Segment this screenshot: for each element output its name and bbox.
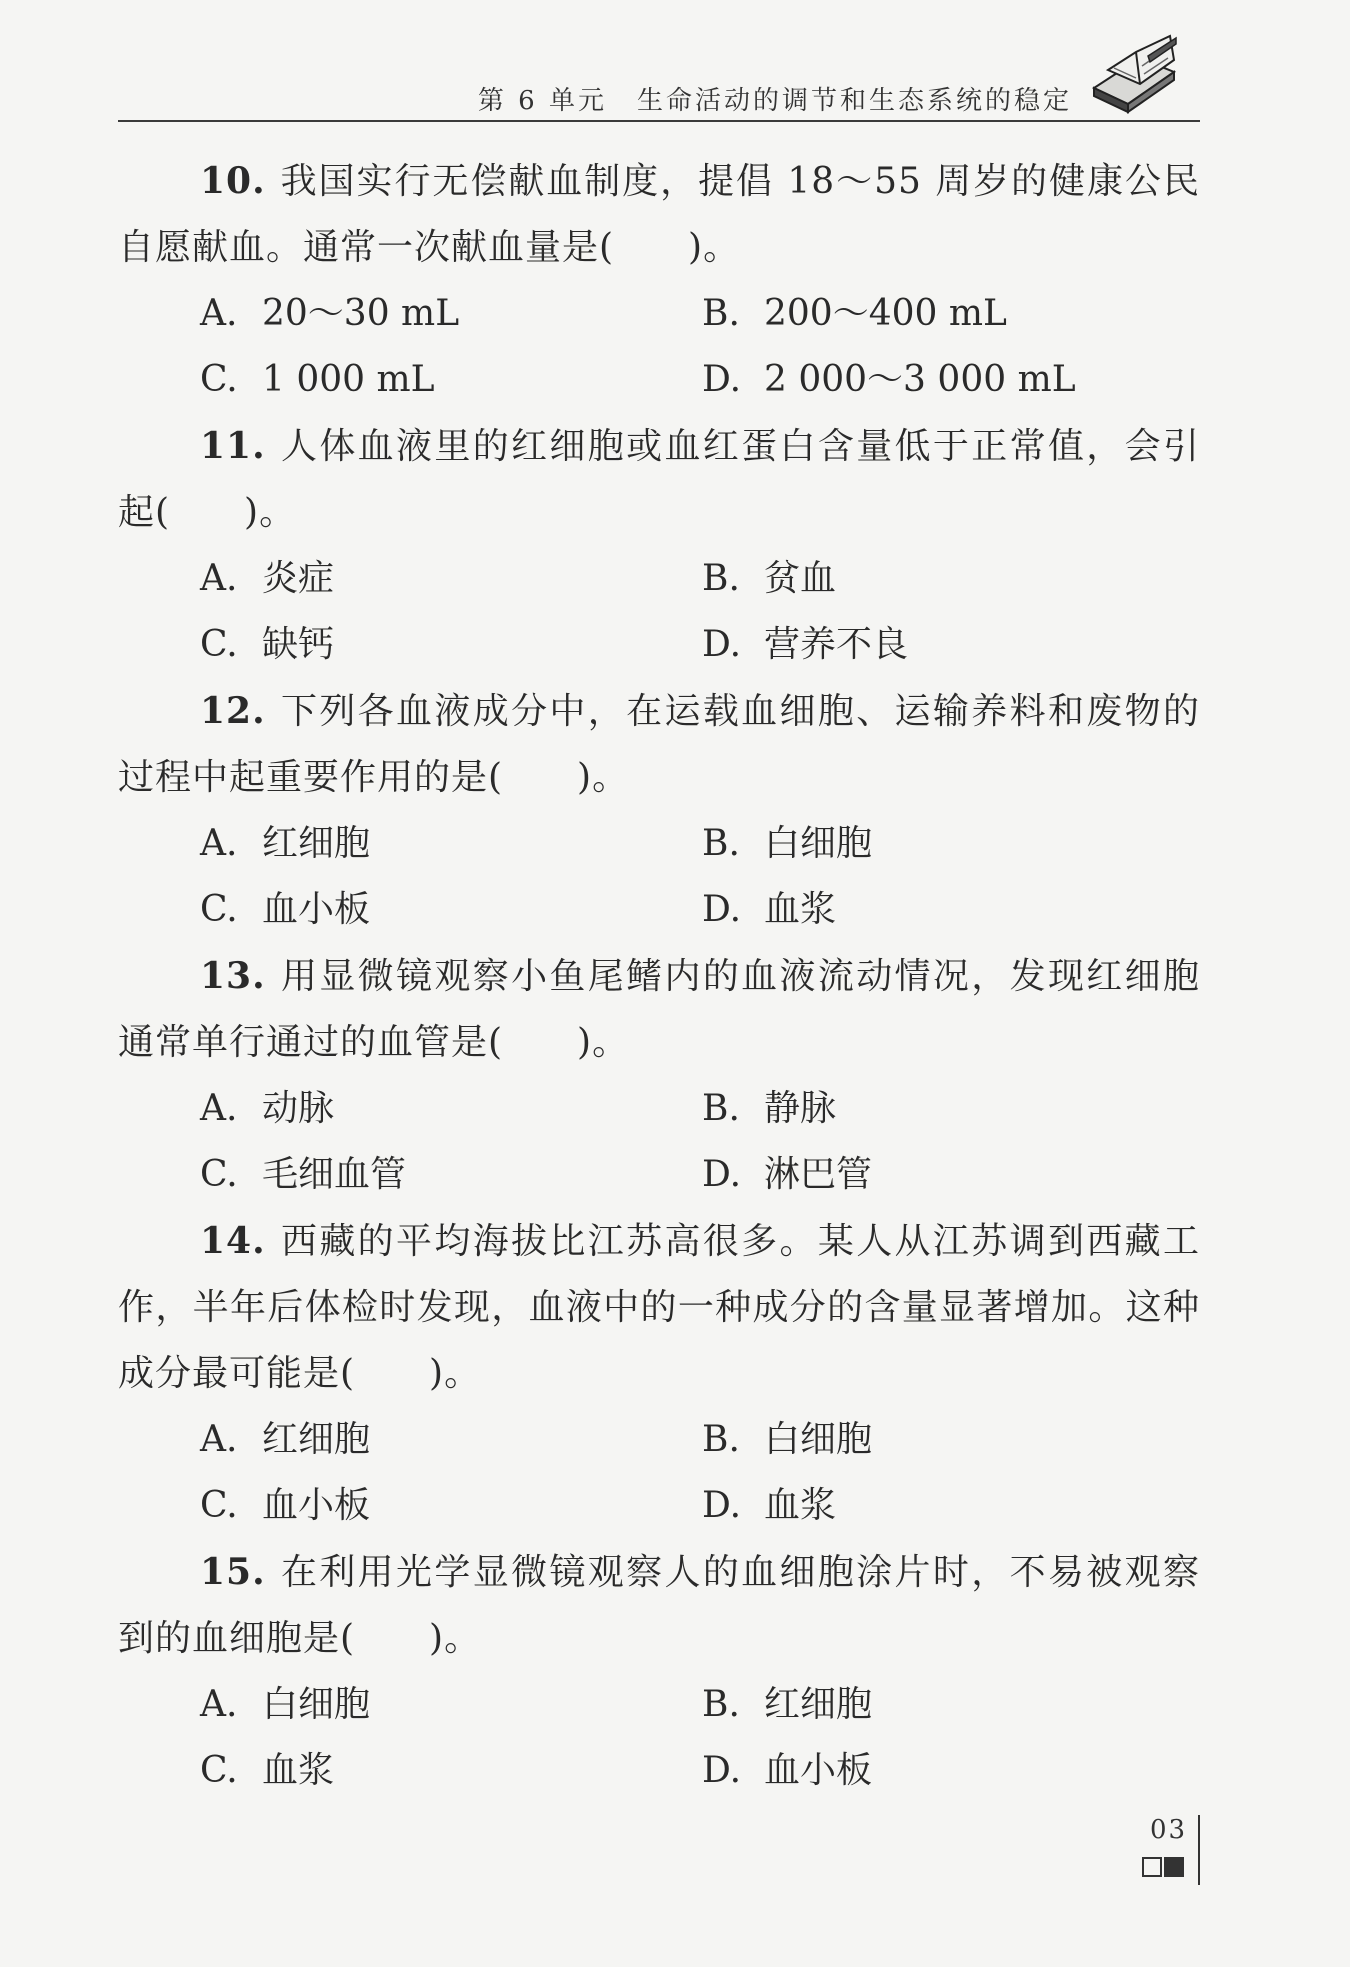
option-letter: C.	[200, 889, 238, 930]
question-text: 在利用光学显微镜观察人的血细胞涂片时，不易被观察到的血细胞是( )。	[118, 1552, 1200, 1659]
option-b	[702, 1672, 1202, 1738]
option-text: 20～30 mL	[262, 293, 460, 334]
question-10	[118, 148, 1200, 413]
option-text: 血浆	[764, 1485, 837, 1526]
option-letter: A.	[200, 823, 238, 864]
option-text: 2 000～3 000 mL	[764, 359, 1076, 400]
option-d	[702, 877, 1202, 943]
footer-divider	[1198, 1815, 1200, 1885]
option-b	[702, 1076, 1202, 1142]
option-grid	[118, 1076, 1200, 1208]
option-d	[702, 1738, 1202, 1804]
option-text: 贫血	[764, 558, 837, 599]
option-letter: B.	[702, 1419, 740, 1460]
option-letter: C.	[200, 1485, 238, 1526]
question-stem	[118, 943, 1200, 1076]
filled-square-icon	[1164, 1857, 1184, 1877]
book-icon	[1088, 30, 1178, 114]
option-text: 白细胞	[764, 823, 873, 864]
question-text: 人体血液里的红细胞或血红蛋白含量低于正常值，会引起( )。	[118, 426, 1200, 533]
option-letter: A.	[200, 1684, 238, 1725]
header-text	[478, 80, 1072, 117]
option-text: 红细胞	[764, 1684, 873, 1725]
option-letter: A.	[200, 558, 238, 599]
question-stem	[118, 678, 1200, 811]
option-b	[702, 281, 1202, 347]
option-text: 血小板	[262, 1485, 371, 1526]
option-letter: B.	[702, 1088, 740, 1129]
page-number: 03	[1150, 1815, 1188, 1845]
option-letter: C.	[200, 1154, 238, 1195]
option-b	[702, 1407, 1202, 1473]
page-marker-icon	[1142, 1857, 1184, 1877]
option-text: 营养不良	[764, 624, 909, 665]
option-text: 血小板	[262, 889, 371, 930]
option-grid	[118, 1672, 1200, 1804]
option-b	[702, 811, 1202, 877]
option-letter: D.	[702, 889, 742, 930]
option-text: 毛细血管	[262, 1154, 407, 1195]
question-number: 11.	[200, 425, 266, 467]
option-letter: B.	[702, 1684, 740, 1725]
option-letter: B.	[702, 293, 740, 334]
option-text: 红细胞	[262, 823, 371, 864]
option-letter: B.	[702, 823, 740, 864]
question-list	[118, 148, 1200, 1804]
question-15	[118, 1539, 1200, 1804]
option-a	[200, 1672, 702, 1738]
option-letter: D.	[702, 624, 742, 665]
option-b	[702, 546, 1202, 612]
empty-square-icon	[1142, 1857, 1162, 1877]
option-text: 1 000 mL	[262, 359, 435, 400]
option-letter: B.	[702, 558, 740, 599]
question-12	[118, 678, 1200, 943]
option-c	[200, 612, 702, 678]
question-number: 10.	[200, 160, 266, 202]
question-stem	[118, 413, 1200, 546]
question-number: 12.	[200, 690, 266, 732]
question-13	[118, 943, 1200, 1208]
question-number: 13.	[200, 955, 266, 997]
option-d	[702, 1142, 1202, 1208]
option-text: 动脉	[262, 1088, 335, 1129]
option-text: 淋巴管	[764, 1154, 873, 1195]
option-text: 白细胞	[262, 1684, 371, 1725]
option-text: 血浆	[262, 1750, 335, 1791]
option-c	[200, 1473, 702, 1539]
question-11	[118, 413, 1200, 678]
option-text: 白细胞	[764, 1419, 873, 1460]
option-a	[200, 1407, 702, 1473]
page-header	[118, 60, 1200, 122]
option-letter: C.	[200, 1750, 238, 1791]
option-letter: A.	[200, 293, 238, 334]
option-letter: D.	[702, 1154, 742, 1195]
option-a	[200, 281, 702, 347]
option-text: 炎症	[262, 558, 335, 599]
option-a	[200, 546, 702, 612]
option-d	[702, 347, 1202, 413]
option-letter: D.	[702, 359, 742, 400]
option-c	[200, 1142, 702, 1208]
option-grid	[118, 281, 1200, 413]
option-letter: C.	[200, 624, 238, 665]
option-d	[702, 1473, 1202, 1539]
header-unit: 第 6 单元	[477, 86, 607, 116]
option-c	[200, 877, 702, 943]
option-text: 红细胞	[262, 1419, 371, 1460]
option-letter: C.	[200, 359, 238, 400]
question-stem	[118, 1208, 1200, 1407]
option-text: 血浆	[764, 889, 837, 930]
question-text: 下列各血液成分中，在运载血细胞、运输养料和废物的过程中起重要作用的是( )。	[118, 691, 1200, 798]
header-title: 生命活动的调节和生态系统的稳定	[636, 86, 1072, 116]
option-letter: A.	[200, 1419, 238, 1460]
option-a	[200, 811, 702, 877]
option-letter: D.	[702, 1750, 742, 1791]
option-letter: A.	[200, 1088, 238, 1129]
option-c	[200, 1738, 702, 1804]
question-text: 西藏的平均海拔比江苏高很多。某人从江苏调到西藏工作，半年后体检时发现，血液中的一种成分的含量显著增加。这种成分最可能是( )。	[118, 1221, 1200, 1394]
option-letter: D.	[702, 1485, 742, 1526]
question-14	[118, 1208, 1200, 1539]
option-d	[702, 612, 1202, 678]
option-text: 静脉	[764, 1088, 837, 1129]
question-number: 14.	[200, 1220, 266, 1262]
question-number: 15.	[200, 1551, 266, 1593]
option-c	[200, 347, 702, 413]
option-text: 血小板	[764, 1750, 873, 1791]
question-text: 用显微镜观察小鱼尾鳍内的血液流动情况，发现红细胞通常单行通过的血管是( )。	[118, 956, 1200, 1063]
question-stem	[118, 148, 1200, 281]
question-text: 我国实行无偿献血制度，提倡 18～55 周岁的健康公民自愿献血。通常一次献血量是( )。	[118, 161, 1200, 268]
option-a	[200, 1076, 702, 1142]
option-text: 200～400 mL	[764, 293, 1007, 334]
question-stem	[118, 1539, 1200, 1672]
option-text: 缺钙	[262, 624, 335, 665]
option-grid	[118, 546, 1200, 678]
option-grid	[118, 1407, 1200, 1539]
option-grid	[118, 811, 1200, 943]
